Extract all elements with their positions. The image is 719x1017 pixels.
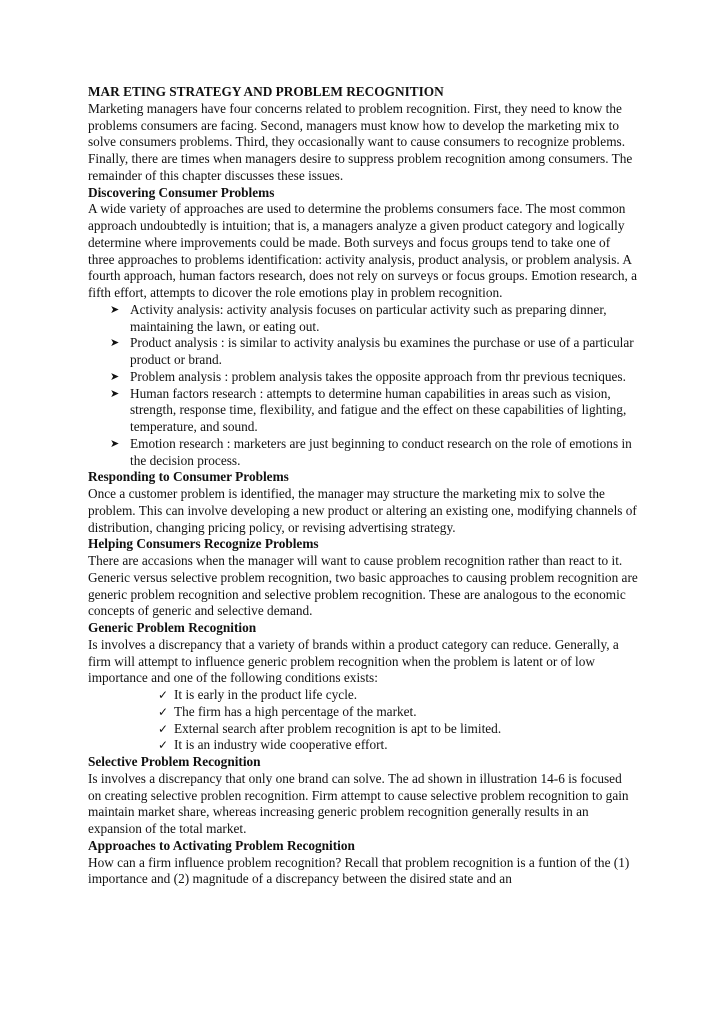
- approaches-list: [88, 302, 638, 470]
- paragraph-responding: Once a customer problem is identified, the manager may structure the marketing mix to solve the problem. This can involve developing a new product or altering an existing one, modifying channels of distribution, changing pricing policy, or revising advertising strategy.: [88, 486, 637, 535]
- arrow-bullet-icon: ➤: [110, 337, 120, 350]
- arrow-bullet-icon: ➤: [110, 370, 120, 383]
- heading-approaches-to-activating: Approaches to Activating Problem Recognition: [88, 837, 355, 853]
- check-bullet-icon: ✓: [158, 704, 169, 719]
- list-item: [88, 386, 638, 436]
- check-bullet-icon: ✓: [158, 738, 169, 753]
- list-item-text: It is an industry wide cooperative effort.: [174, 737, 388, 753]
- paragraph-selective: Is involves a discrepancy that only one brand can solve. The ad shown in illustration 14-6 is focused on creating selective problen recognition. Firm attempt to cause selective problem recognition to gain maintain market share, whereas increasing generic problem recognition generally results in an expansion of the total market.: [88, 770, 629, 836]
- heading-responding-to-consumer-problems: Responding to Consumer Problems: [88, 469, 289, 485]
- list-item-text: Product analysis : is similar to activity analysis bu examines the purchase or use of a particular product or brand.: [130, 335, 634, 367]
- list-item: [88, 369, 638, 386]
- heading-discovering-consumer-problems: Discovering Consumer Problems: [88, 184, 275, 200]
- list-item: [88, 335, 638, 369]
- list-item-text: Emotion research : marketers are just beginning to conduct research on the role of emotions in the decision process.: [130, 435, 632, 468]
- paragraph-approaches: How can a firm influence problem recognition? Recall that problem recognition is a funtion of the (1) importance and (2) magnitude of a discrepancy between the disired state and an: [88, 854, 630, 887]
- paragraph-helping: There are accasions when the manager will want to cause problem recognition rather than react to it. Generic versus selective problem recognition, two basic approaches to causing problem recognition are generic problem recognition and selective problem recognition. These are analogous to the economic concepts of generic and selective demand.: [88, 553, 638, 619]
- heading-generic-problem-recognition: Generic Problem Recognition: [88, 620, 257, 635]
- list-item: [88, 436, 638, 470]
- heading-selective-problem-recognition: Selective Problem Recognition: [88, 754, 261, 769]
- intro-paragraph: Marketing managers have four concerns related to problem recognition. First, they need to know the problems consumers are facing. Second, managers must know how to develop the marketing mix to solve consumers problems. Third, they occasionally want to cause consumers to recognize problems. Finally, there are times when managers desire to suppress problem recognition among consumers. The remainder of this chapter discusses these issues.: [88, 100, 633, 183]
- check-bullet-icon: ✓: [158, 721, 169, 736]
- list-item-text: The firm has a high percentage of the market.: [174, 703, 417, 719]
- list-item: [88, 704, 638, 721]
- heading-helping-consumers-recognize-problems: Helping Consumers Recognize Problems: [88, 536, 319, 552]
- list-item-text: Human factors research : attempts to determine human capabilities in areas such as vision, strength, response time, flexibility, and fatigue and the effect on these capabilities of lighting, temperature, and sound.: [130, 385, 627, 434]
- list-item-text: Problem analysis : problem analysis takes the opposite approach from thr previous tecniques.: [130, 368, 626, 384]
- list-item: [88, 302, 638, 336]
- document-page: [88, 84, 638, 888]
- list-item: [88, 737, 638, 754]
- paragraph-discovering: A wide variety of approaches are used to determine the problems consumers face. The most common approach undoubtedly is intuition; that is, a managers analyze a given product category and logically determine where improvements could be made. Both surveys and focus groups tend to take one of three approaches to problems identification: activity analysis, product analysis, or problem analysis. A fourth approach, human factors research, does not rely on surveys or focus groups. Emotion research, a fifth effort, attempts to dicover the role emotions play in problem recognition.: [88, 201, 638, 300]
- check-bullet-icon: ✓: [158, 688, 169, 702]
- document-title: MAR ETING STRATEGY AND PROBLEM RECOGNITION: [88, 84, 444, 99]
- list-item-text: It is early in the product life cycle.: [174, 687, 358, 702]
- list-item: [88, 687, 638, 704]
- arrow-bullet-icon: ➤: [110, 437, 120, 450]
- list-item-text: Activity analysis: activity analysis focuses on particular activity such as preparing dinner, maintaining the lawn, or eating out.: [130, 301, 607, 334]
- paragraph-generic: Is involves a discrepancy that a variety of brands within a product category can reduce. Generally, a firm will attempt to influence generic problem recognition when the problem is latent or of low importance and one of the following conditions exists:: [88, 636, 619, 686]
- arrow-bullet-icon: ➤: [110, 303, 120, 316]
- list-item: [88, 721, 638, 738]
- conditions-list: [88, 687, 638, 754]
- list-item-text: External search after problem recognition is apt to be limited.: [174, 720, 502, 736]
- arrow-bullet-icon: ➤: [110, 387, 120, 400]
